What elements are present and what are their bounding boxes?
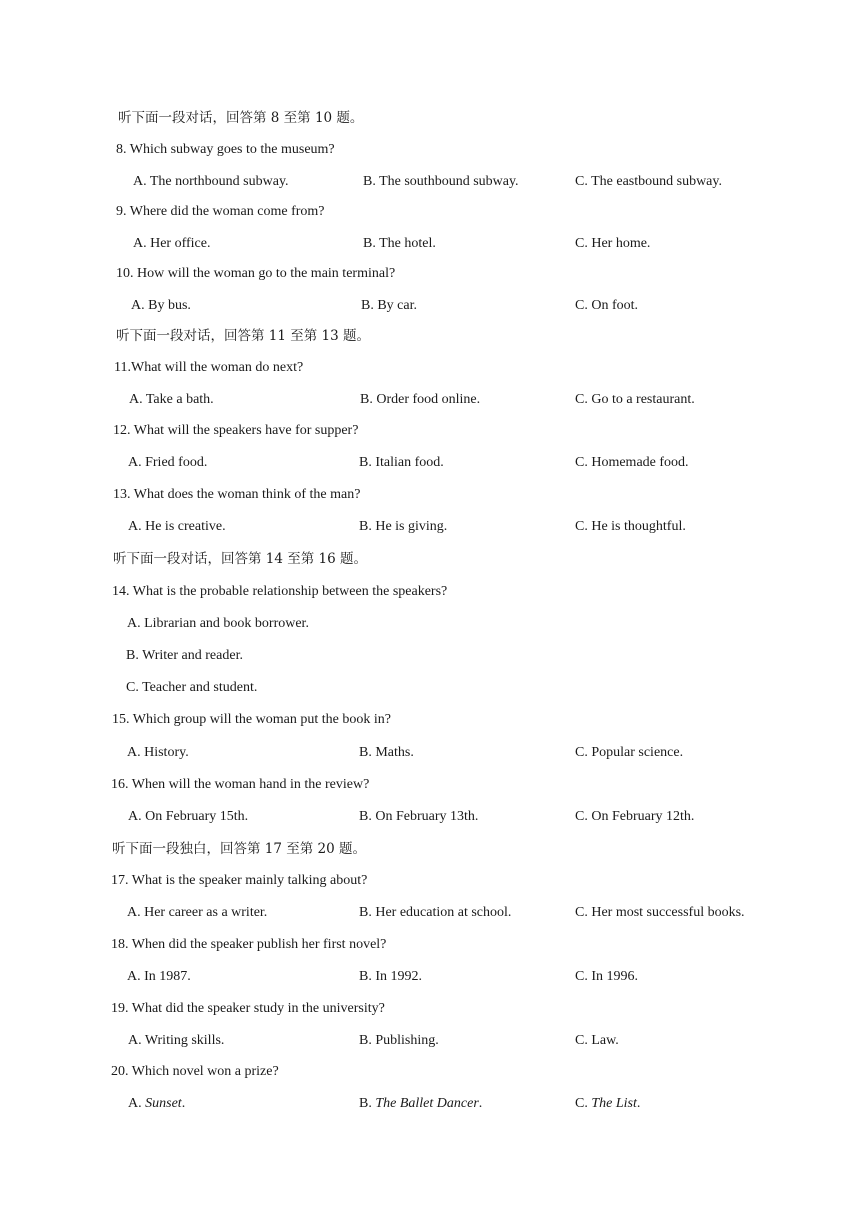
question-18: 18. When did the speaker publish her first novel? [111,937,387,952]
question-13-option-c: C. He is thoughtful. [575,519,686,534]
question-12: 12. What will the speakers have for supper? [113,423,359,438]
question-20: 20. Which novel won a prize? [111,1064,279,1079]
question-17-option-b: B. Her education at school. [359,905,512,920]
question-10: 10. How will the woman go to the main terminal? [116,266,396,281]
question-14: 14. What is the probable relationship between the speakers? [112,584,448,599]
question-16: 16. When will the woman hand in the review? [111,777,370,792]
option-letter: A. [128,1096,146,1111]
question-11-option-b: B. Order food online. [360,392,481,407]
question-19-option-b: B. Publishing. [359,1033,439,1048]
question-15: 15. Which group will the woman put the book in? [112,712,391,727]
section-heading: 听下面一段对话，回答第 14 至第 16 题。 [113,551,368,567]
question-8: 8. Which subway goes to the museum? [116,142,335,157]
question-8-option-c: C. The eastbound subway. [575,174,722,189]
question-13-option-b: B. He is giving. [359,519,448,534]
question-13: 13. What does the woman think of the man? [113,487,361,502]
novel-title: The List [591,1096,637,1111]
question-11-option-a: A. Take a bath. [129,392,214,407]
question-12-option-c: C. Homemade food. [575,455,689,470]
section-heading: 听下面一段独白，回答第 17 至第 20 题。 [112,841,367,857]
section-heading: 听下面一段对话，回答第 8 至第 10 题。 [118,110,364,126]
question-8-option-a: A. The northbound subway. [133,174,289,189]
question-8-option-b: B. The southbound subway. [363,174,519,189]
question-18-option-a: A. In 1987. [127,969,191,984]
novel-title: The Ballet Dancer [375,1096,479,1111]
question-19-option-c: C. Law. [575,1033,619,1048]
question-16-option-b: B. On February 13th. [359,809,479,824]
question-9: 9. Where did the woman come from? [116,204,325,219]
option-letter: B. [359,1096,376,1111]
question-16-option-a: A. On February 15th. [128,809,249,824]
question-17-option-a: A. Her career as a writer. [127,905,268,920]
question-14-option-c: C. Teacher and student. [126,680,258,695]
question-19: 19. What did the speaker study in the university? [111,1001,385,1016]
question-13-option-a: A. He is creative. [128,519,226,534]
question-16-option-c: C. On February 12th. [575,809,695,824]
question-12-option-b: B. Italian food. [359,455,444,470]
question-10-option-a: A. By bus. [131,298,191,313]
novel-title: Sunset [145,1096,182,1111]
question-9-option-a: A. Her office. [133,236,211,251]
option-period: . [181,1096,186,1111]
option-letter: C. [575,1096,592,1111]
question-20-option-c [575,1095,640,1113]
question-18-option-c: C. In 1996. [575,969,638,984]
question-18-option-b: B. In 1992. [359,969,422,984]
question-14-option-b: B. Writer and reader. [126,648,243,663]
question-15-option-c: C. Popular science. [575,745,684,760]
question-10-option-c: C. On foot. [575,298,638,313]
question-15-option-b: B. Maths. [359,745,414,760]
question-15-option-a: A. History. [127,745,189,760]
question-9-option-c: C. Her home. [575,236,651,251]
option-period: . [636,1096,641,1111]
question-11-option-c: C. Go to a restaurant. [575,392,695,407]
question-20-option-b [359,1095,482,1113]
question-9-option-b: B. The hotel. [363,236,436,251]
question-20-option-a [128,1095,185,1113]
question-17: 17. What is the speaker mainly talking about? [111,873,368,888]
question-12-option-a: A. Fried food. [128,455,208,470]
question-14-option-a: A. Librarian and book borrower. [127,616,309,631]
question-17-option-c: C. Her most successful books. [575,905,745,920]
question-11: 11.What will the woman do next? [114,360,304,375]
question-19-option-a: A. Writing skills. [128,1033,225,1048]
question-10-option-b: B. By car. [361,298,417,313]
option-period: . [478,1096,483,1111]
section-heading: 听下面一段对话，回答第 11 至第 13 题。 [116,328,371,344]
